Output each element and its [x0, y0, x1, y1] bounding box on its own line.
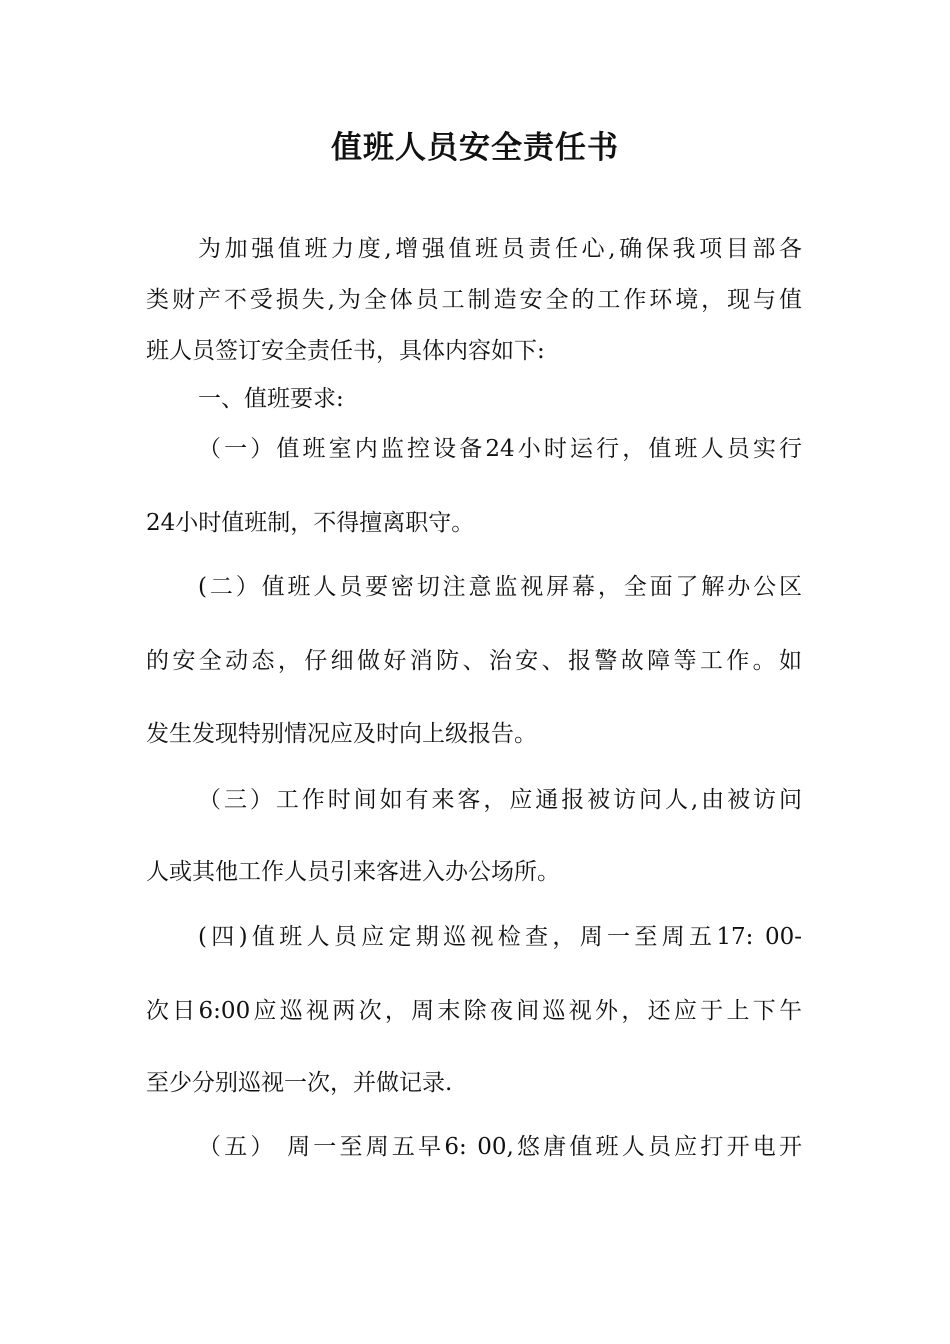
- paragraph-intro-line-2: 类财产不受损失,为全体员工制造安全的工作环境，现与值: [146, 287, 802, 313]
- document-title: 值班人员安全责任书: [331, 130, 619, 166]
- item-2-line-1: (二）值班人员要密切注意监视屏幕，全面了解办公区: [198, 574, 802, 600]
- section-heading-duty-requirements: 一、值班要求:: [198, 386, 344, 412]
- item-1-line-2: 24小时值班制，不得擅离职守。: [146, 510, 475, 536]
- item-4-line-2: 次日6:00应巡视两次，周末除夜间巡视外，还应于上下午: [146, 998, 802, 1024]
- item-3-line-2: 人或其他工作人员引来客进入办公场所。: [146, 859, 560, 885]
- item-3-line-1: （三）工作时间如有来客，应通报被访问人,由被访问: [198, 787, 802, 813]
- item-4-line-3: 至少分别巡视一次，并做记录.: [146, 1070, 453, 1096]
- paragraph-intro-line-3: 班人员签订安全责任书，具体内容如下:: [146, 338, 545, 364]
- item-5-line-1: （五） 周一至周五早6: 00,悠唐值班人员应打开电开: [198, 1134, 802, 1160]
- item-1-line-1: （一）值班室内监控设备24小时运行，值班人员实行: [198, 436, 802, 462]
- item-2-line-3: 发生发现特别情况应及时向上级报告。: [146, 721, 537, 747]
- paragraph-intro-line-1: 为加强值班力度,增强值班员责任心,确保我项目部各: [198, 236, 802, 262]
- item-4-line-1: (四)值班人员应定期巡视检查，周一至周五17: 00-: [198, 924, 802, 950]
- item-2-line-2: 的安全动态，仔细做好消防、治安、报警故障等工作。如: [146, 648, 802, 674]
